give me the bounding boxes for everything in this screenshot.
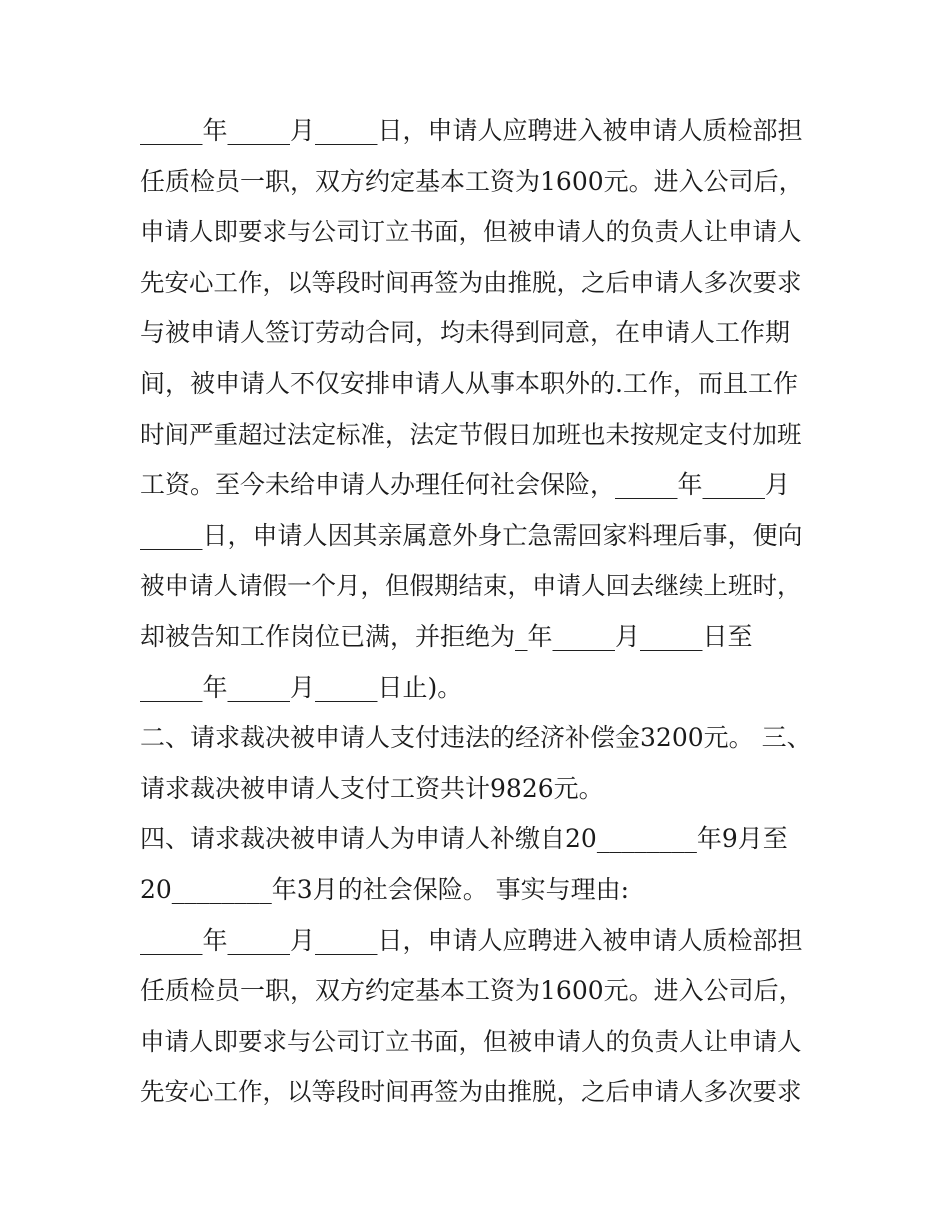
text-line: 时间严重超过法定标准，法定节假日加班也未按规定支付加班 (140, 420, 802, 449)
text-line: 间，被申请人不仅安排申请人从事本职外的.工作，而且工作 (140, 369, 798, 398)
text-line: 先安心工作，以等段时间再签为由推脱，之后申请人多次要求 (140, 268, 802, 297)
text-line: 被申请人请假一个月，但假期结束，申请人回去继续上班时， (140, 571, 802, 600)
text-line: 先安心工作，以等段时间再签为由推脱，之后申请人多次要求 (140, 1077, 802, 1106)
text-line: 请求裁决被申请人支付工资共计9826元。 (140, 774, 604, 803)
text-line: _____年_____月_____日，申请人应聘进入被申请人质检部担 (140, 116, 803, 145)
text-line: 与被申请人签订劳动合同，均未得到同意，在申请人工作期 (140, 318, 791, 347)
text-line: _____年_____月_____日止)。 (140, 673, 463, 702)
text-line: 任质检员一职，双方约定基本工资为1600元。进入公司后， (140, 976, 804, 1005)
text-line: 20________年3月的社会保险。 事实与理由: (140, 875, 630, 904)
text-line: 任质检员一职，双方约定基本工资为1600元。进入公司后， (140, 167, 804, 196)
text-line: 二、请求裁决被申请人支付违法的经济补偿金3200元。 三、 (140, 723, 812, 752)
text-line: _____日，申请人因其亲属意外身亡急需回家料理后事，便向 (140, 521, 803, 550)
text-line: 却被告知工作岗位已满，并拒绝为_年_____月_____日至 (140, 622, 753, 651)
text-line: _____年_____月_____日，申请人应聘进入被申请人质检部担 (140, 926, 803, 955)
text-line: 工资。至今未给申请人办理任何社会保险，_____年_____月 (140, 470, 791, 499)
text-line: 四、请求裁决被申请人为申请人补缴自20________年9月至 (140, 824, 788, 853)
text-line: 申请人即要求与公司订立书面，但被申请人的负责人让申请人 (140, 217, 802, 246)
text-line: 申请人即要求与公司订立书面，但被申请人的负责人让申请人 (140, 1027, 802, 1056)
